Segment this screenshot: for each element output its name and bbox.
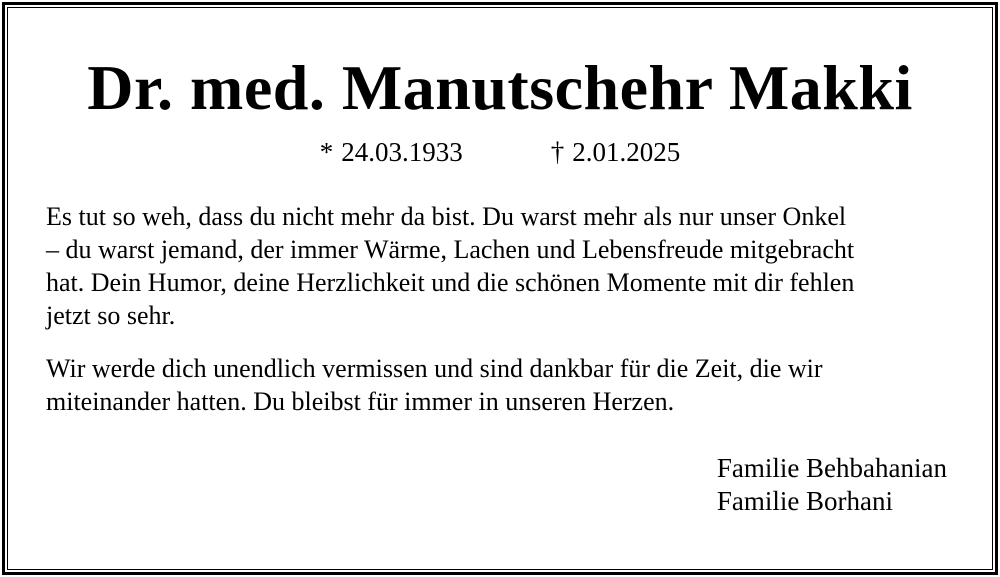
signature-line: Familie Borhani [716,486,894,517]
family-signatures [717,452,947,518]
obituary-notice [8,8,992,569]
life-dates-row [8,136,992,168]
body-line: Wir werde dich unendlich vermissen und sind dankbar für die Zeit, die wir [46,354,823,384]
birth-date [320,136,463,168]
obituary-inner-border [7,7,993,570]
body-line: miteinander hatten. Du bleibst für immer in unseren Herzen. [46,387,675,417]
obituary-body [8,200,992,418]
death-date-value: 2.01.2025 [572,137,681,167]
body-line: jetzt so sehr. [46,301,176,331]
body-line: – du warst jemand, der immer Wärme, Lachen und Lebensfreude mitgebracht [46,235,855,265]
born-asterisk-icon: * [319,137,334,167]
obituary-outer-border [2,2,998,575]
deceased-name-title: Dr. med. Manutschehr Makki [87,52,913,123]
birth-date-value: 24.03.1933 [341,137,463,167]
obituary-paragraph [46,352,954,418]
dagger-icon: † [550,137,565,167]
body-line: Es tut so weh, dass du nicht mehr da bist. Du warst mehr als nur unser Onkel [46,202,847,232]
death-date [551,136,681,168]
signature-line: Familie Behbahanian [716,453,947,484]
obituary-paragraph [46,200,954,332]
body-line: hat. Dein Humor, deine Herzlichkeit und die schönen Momente mit dir fehlen [46,268,855,298]
